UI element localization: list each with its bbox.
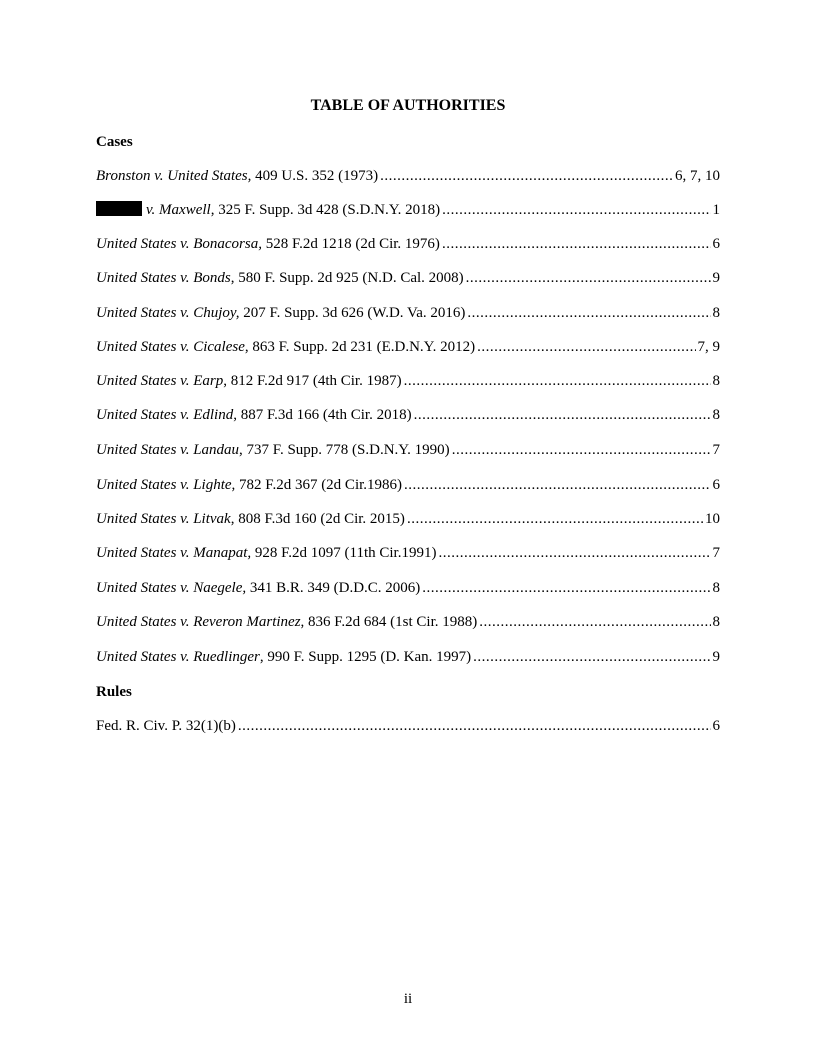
case-entry — [96, 338, 720, 356]
section-heading-rules: Rules — [96, 684, 132, 700]
page-references: 7 — [712, 545, 720, 561]
page-references: 6 — [712, 477, 720, 493]
case-reporter: , 737 F. Supp. 778 (S.D.N.Y. 1990) — [239, 442, 450, 458]
case-reporter: , 863 F. Supp. 2d 231 (E.D.N.Y. 2012) — [244, 339, 476, 355]
case-name: United States v. Landau — [96, 442, 240, 458]
page-references: 9 — [712, 270, 720, 286]
page-number: ii — [403, 991, 413, 1007]
case-name: United States v. Lighte, — [96, 477, 236, 493]
page-title: TABLE OF AUTHORITIES — [310, 97, 506, 114]
page-references: 1 — [712, 202, 720, 218]
page-references: 6, 7, 10 — [675, 168, 720, 184]
case-name: United States v. Manapat, — [96, 545, 252, 561]
case-citation — [96, 372, 402, 390]
case-citation — [96, 441, 450, 459]
dot-leader — [473, 648, 710, 666]
case-name: United States v. Chujoy, — [96, 305, 240, 321]
dot-leader — [380, 167, 673, 185]
case-entry — [96, 579, 720, 597]
case-citation — [96, 648, 471, 666]
case-entry — [96, 544, 720, 562]
case-citation — [96, 338, 475, 356]
redaction-block — [96, 201, 142, 216]
case-name: v. Maxwell — [146, 202, 211, 218]
case-entry — [96, 406, 720, 424]
case-citation — [96, 544, 436, 562]
case-citation — [96, 476, 402, 494]
case-citation — [96, 201, 440, 219]
case-citation — [96, 304, 465, 322]
page-references: 6 — [712, 236, 720, 252]
case-entry — [96, 613, 720, 631]
dot-leader — [438, 544, 710, 562]
dot-leader — [404, 476, 710, 494]
page-references: 9 — [712, 649, 720, 665]
case-reporter: 528 F.2d 1218 (2d Cir. 1976) — [261, 236, 440, 252]
case-citation — [96, 510, 405, 528]
case-name: Bronston v. United States, — [96, 168, 252, 184]
case-entry — [96, 235, 720, 253]
case-entry — [96, 441, 720, 459]
dot-leader — [422, 579, 710, 597]
page-references: 8 — [712, 373, 720, 389]
case-name: United States v. Reveron Martinez — [96, 614, 301, 630]
case-name: United States v. Litvak — [96, 511, 231, 527]
case-entry — [96, 201, 720, 219]
dot-leader — [407, 510, 703, 528]
dot-leader — [477, 338, 695, 356]
dot-leader — [442, 235, 711, 253]
case-name: United States v. Naegele, — [96, 580, 247, 596]
case-reporter: 409 U.S. 352 (1973) — [251, 168, 379, 184]
page-references: 10 — [705, 511, 720, 527]
case-entry — [96, 476, 720, 494]
page-references: 8 — [712, 305, 720, 321]
dot-leader — [238, 717, 711, 735]
case-citation — [96, 269, 464, 287]
rule-entry — [96, 717, 720, 735]
case-reporter: 341 B.R. 349 (D.D.C. 2006) — [246, 580, 421, 596]
rule-citation: Fed. R. Civ. P. 32(1)(b) — [96, 718, 236, 734]
case-reporter: 782 F.2d 367 (2d Cir.1986) — [235, 477, 403, 493]
dot-leader — [414, 406, 711, 424]
case-entry — [96, 269, 720, 287]
case-name: United States v. Bonacorsa, — [96, 236, 262, 252]
case-reporter: 207 F. Supp. 3d 626 (W.D. Va. 2016) — [239, 305, 466, 321]
page-references: 8 — [712, 614, 720, 630]
case-reporter: , 808 F.3d 160 (2d Cir. 2015) — [230, 511, 405, 527]
dot-leader — [479, 613, 710, 631]
case-name: United States v. Cicalese — [96, 339, 245, 355]
case-entry — [96, 648, 720, 666]
case-entry — [96, 167, 720, 185]
case-reporter: 928 F.2d 1097 (11th Cir.1991) — [251, 545, 437, 561]
case-entry — [96, 304, 720, 322]
case-name: United States v. Edlind — [96, 407, 234, 423]
dot-leader — [466, 269, 711, 287]
case-citation — [96, 579, 420, 597]
page-references: 7, 9 — [697, 339, 720, 355]
dot-leader — [467, 304, 710, 322]
case-reporter: , 812 F.2d 917 (4th Cir. 1987) — [223, 373, 402, 389]
page-references: 8 — [712, 580, 720, 596]
section-heading-cases: Cases — [96, 134, 133, 150]
case-reporter: , 325 F. Supp. 3d 428 (S.D.N.Y. 2018) — [210, 202, 441, 218]
case-reporter: , 887 F.3d 166 (4th Cir. 2018) — [233, 407, 412, 423]
case-reporter: , 990 F. Supp. 1295 (D. Kan. 1997) — [259, 649, 472, 665]
case-name: United States v. Ruedlinger — [96, 649, 260, 665]
dot-leader — [452, 441, 711, 459]
case-citation — [96, 235, 440, 253]
case-citation — [96, 613, 477, 631]
case-name: United States v. Earp — [96, 373, 224, 389]
case-reporter: , 836 F.2d 684 (1st Cir. 1988) — [300, 614, 478, 630]
page-references: 7 — [712, 442, 720, 458]
case-reporter: , 580 F. Supp. 2d 925 (N.D. Cal. 2008) — [230, 270, 464, 286]
page-references: 8 — [712, 407, 720, 423]
case-citation — [96, 167, 378, 185]
dot-leader — [404, 372, 711, 390]
dot-leader — [442, 201, 710, 219]
case-entry — [96, 510, 720, 528]
page-references: 6 — [712, 718, 720, 734]
case-name: United States v. Bonds — [96, 270, 231, 286]
case-citation — [96, 406, 412, 424]
case-entry — [96, 372, 720, 390]
